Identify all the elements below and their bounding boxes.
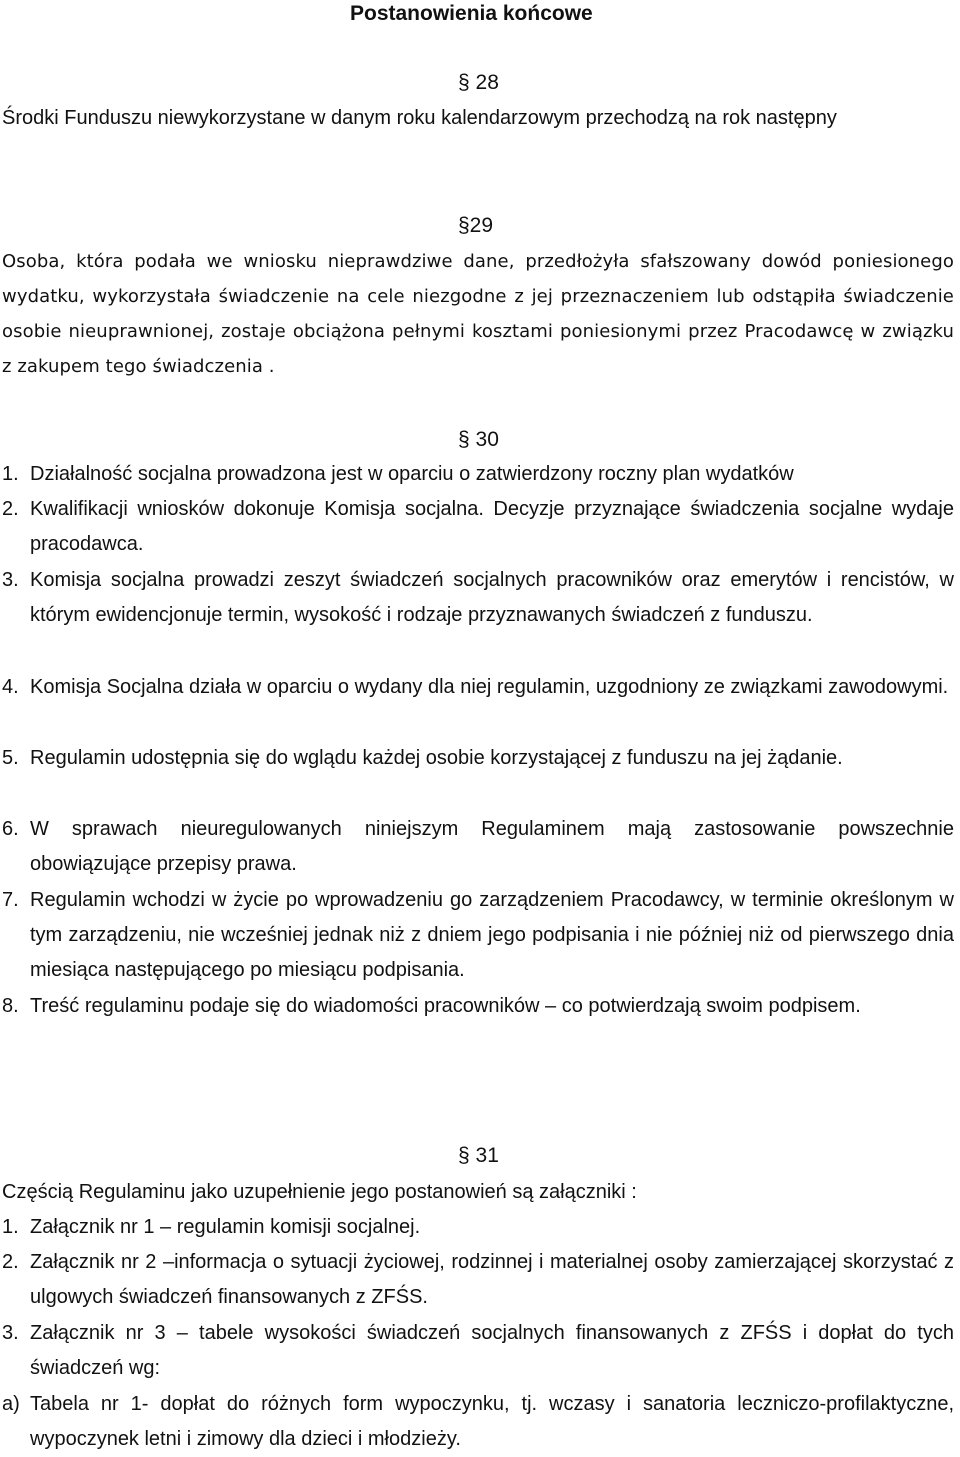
list-item-text: Załącznik nr 3 – tabele wysokości świadczeń socjalnych finansowanych z ZFŚS i dopłat do tych świadczeń wg: [30, 1322, 954, 1379]
section-heading: Postanowienia końcowe [350, 2, 593, 25]
list-item [2, 741, 954, 776]
list-item [2, 989, 954, 1024]
list-item-number: 6. [2, 818, 19, 840]
list-item [2, 812, 954, 882]
list-item [2, 670, 954, 705]
list-item-text: Regulamin wchodzi w życie po wprowadzeniu go zarządzeniem Pracodawcy, w terminie określonym w tym zarządzeniu, nie wcześniej jednak niż z dniem jego podpisania i nie później niż od pierwszego dnia miesiąca następującego po miesiącu podpisania. [30, 889, 954, 981]
paragraph-28: Środki Funduszu niewykorzystane w danym roku kalendarzowym przechodzą na rok następny [2, 107, 837, 129]
list-item-number: 1. [2, 1216, 19, 1238]
list-item-number: 5. [2, 747, 19, 769]
list-item [2, 492, 954, 562]
list-item-number: 3. [2, 569, 19, 591]
list-item-number: 1. [2, 463, 19, 485]
paragraph-31-intro: Częścią Regulaminu jako uzupełnienie jego postanowień są załączniki : [2, 1181, 637, 1203]
list-item-text: Kwalifikacji wniosków dokonuje Komisja socjalna. Decyzje przyznające świadczenia socjalne wydaje pracodawca. [30, 498, 954, 555]
section-marker-28: § 28 [458, 71, 499, 94]
list-item-number: 7. [2, 889, 19, 911]
list-item [2, 1210, 954, 1245]
list-item [2, 883, 954, 988]
list-item-text: W sprawach nieuregulowanych niniejszym Regulaminem mają zastosowanie powszechnie obowiązujące przepisy prawa. [30, 818, 954, 875]
list-item [2, 563, 954, 633]
list-item-text: Treść regulaminu podaje się do wiadomości pracowników – co potwierdzają swoim podpisem. [30, 995, 861, 1017]
list-item-number: 3. [2, 1322, 19, 1344]
list-item-text: Działalność socjalna prowadzona jest w oparciu o zatwierdzony roczny plan wydatków [30, 463, 794, 485]
list-item-number: a) [2, 1393, 20, 1415]
paragraph-29: Osoba, która podała we wniosku nieprawdziwe dane, przedłożyła sfałszowany dowód poniesionego wydatku, wykorzystała świadczenie na cele niezgodne z jej przeznaczeniem lub odstąpiła świadczenie osobie nieuprawnionej, zostaje obciążona pełnymi kosztami poniesionymi przez Pracodawcę w związku z zakupem tego świadczenia . [2, 251, 954, 377]
section-marker-30: § 30 [458, 428, 499, 451]
list-item-text: Załącznik nr 2 –informacja o sytuacji życiowej, rodzinnej i materialnej osoby zamierzającej skorzystać z ulgowych świadczeń finansowanych z ZFŚS. [30, 1251, 954, 1308]
list-item-text: Regulamin udostępnia się do wglądu każdej osobie korzystającej z funduszu na jej żądanie. [30, 747, 843, 769]
list-item-number: 2. [2, 498, 19, 520]
list-item-text: Komisja Socjalna działa w oparciu o wydany dla niej regulamin, uzgodniony ze związkami zawodowymi. [30, 676, 949, 698]
list-item-text: Załącznik nr 1 – regulamin komisji socjalnej. [30, 1216, 421, 1238]
list-item-text: Tabela nr 1- dopłat do różnych form wypoczynku, tj. wczasy i sanatoria leczniczo-profilaktyczne, wypoczynek letni i zimowy dla dzieci i młodzieży. [30, 1393, 954, 1450]
list-item-number: 2. [2, 1251, 19, 1273]
list-item [2, 1245, 954, 1315]
list-item-number: 4. [2, 676, 19, 698]
list-item [2, 457, 954, 492]
list-item [2, 1316, 954, 1386]
list-item-text: Komisja socjalna prowadzi zeszyt świadczeń socjalnych pracowników oraz emerytów i rencistów, w którym ewidencjonuje termin, wysokość i rodzaje przyznawanych świadczeń z funduszu. [30, 569, 954, 626]
list-item [2, 1387, 954, 1457]
section-marker-31: § 31 [458, 1144, 499, 1167]
list-item-number: 8. [2, 995, 19, 1017]
section-marker-29: §29 [458, 214, 494, 237]
